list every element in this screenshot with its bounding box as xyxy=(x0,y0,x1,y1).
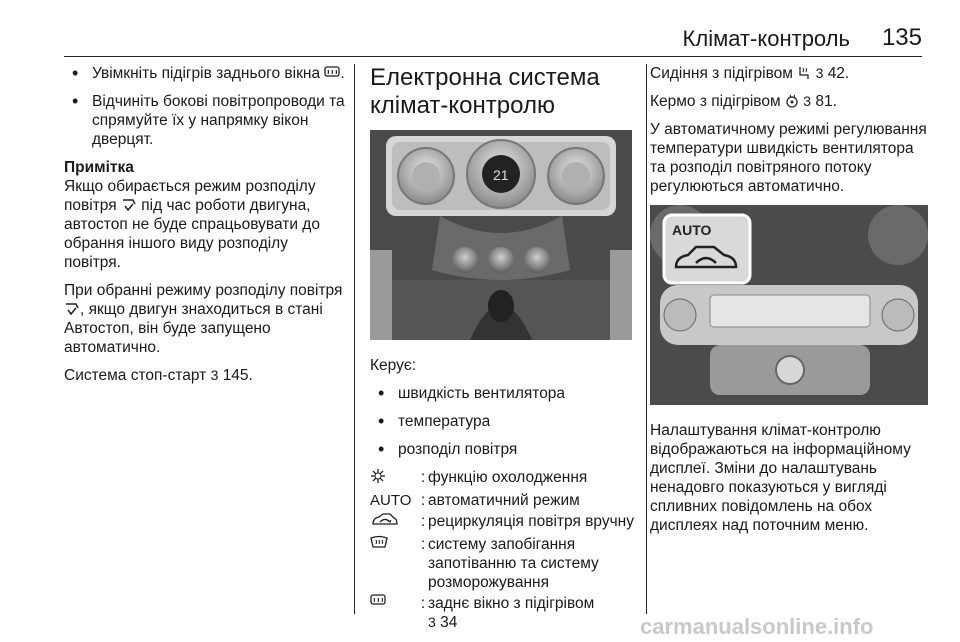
reference-page: 42. xyxy=(827,65,850,82)
climate-panel-photo xyxy=(370,130,632,340)
note-paragraph xyxy=(64,281,346,357)
legend-auto-symbol: AUTO xyxy=(370,492,412,509)
page-header xyxy=(0,24,960,58)
reference-line xyxy=(64,366,346,385)
column-divider xyxy=(354,64,355,614)
info-display-illustration xyxy=(650,205,928,405)
windshield-air-icon xyxy=(121,198,137,212)
list-item xyxy=(64,92,346,149)
legend-desc: функцію охолодження xyxy=(428,469,588,486)
auto-label: AUTO xyxy=(672,222,712,238)
paragraph-text: Кермо з підігрівом xyxy=(650,93,781,110)
paragraph xyxy=(650,92,928,111)
page-ref-icon: 3 xyxy=(210,367,219,383)
note-text: При обранні режиму розподілу повітря xyxy=(64,282,343,299)
paragraph: Налаштування клімат-контролю відображаються на інформаційному дисплеї. Зміни до налаштувань ненадовго показуються у вигляді спливних повідомлень на обох дисплеях над поточним меню. xyxy=(650,422,911,534)
note-text: , якщо двигун знаходиться в стані Автостоп, він буде запущено автоматично. xyxy=(64,301,323,356)
column-middle xyxy=(370,64,634,632)
controls-intro: Керує: xyxy=(370,357,417,374)
watermark: carmanualsonline.info xyxy=(640,614,874,639)
note-paragraph xyxy=(64,177,346,272)
note-text: під час роботи двигуна, автостоп не буде спрацьовувати до обрання іншого виду розподілу повітря. xyxy=(64,197,320,271)
column-divider xyxy=(646,64,647,614)
windshield-air-icon xyxy=(64,302,80,316)
heated-seat-icon xyxy=(797,66,811,80)
legend-desc: автоматичний режим xyxy=(428,492,580,509)
windshield-defrost-icon xyxy=(370,535,418,592)
display-temperature: 21 xyxy=(493,167,509,183)
page-number: 135 xyxy=(881,24,922,51)
legend-desc: систему запобігання запотіванню та систему розморожування xyxy=(428,536,599,591)
snowflake-icon xyxy=(370,468,418,489)
column-right xyxy=(650,64,928,544)
rear-window-heat-icon xyxy=(324,66,340,80)
heated-steering-wheel-icon xyxy=(785,94,799,108)
page-title: Клімат-контроль xyxy=(682,26,850,51)
symbol-legend: : функцію охолодження AUTO : автоматичний режим : рециркуляція повітря вручну : систему запобігання запотіванню та систему розморожування : заднє вікно з підігрівом 3 34 xyxy=(370,469,634,631)
bullet-text: Відчиніть бокові повітропроводи та спрямуйте їх у напрямку вікон дверцят. xyxy=(92,93,345,148)
legend-desc: рециркуляція повітря вручну xyxy=(428,513,634,530)
bullet-text: . xyxy=(340,65,345,82)
page-ref-icon: 3 xyxy=(803,93,812,109)
reference-text: Система стоп-старт xyxy=(64,367,207,384)
bullet-text: Увімкніть підігрів заднього вікна xyxy=(92,65,321,82)
list-item: • температура xyxy=(370,412,634,431)
page-ref-icon: 3 xyxy=(815,65,824,81)
header-rule xyxy=(64,56,922,57)
paragraph-text: Сидіння з підігрівом xyxy=(650,65,793,82)
reference-page: 34 xyxy=(440,614,458,631)
list-item: • розподіл повітря xyxy=(370,440,634,459)
list-item xyxy=(64,64,346,83)
legend-desc: заднє вікно з підігрівом 3 34 xyxy=(428,595,595,631)
section-title: Електронна система клімат-контролю xyxy=(370,64,600,119)
paragraph xyxy=(650,64,928,83)
reference-page: 81. xyxy=(815,93,837,110)
column-left xyxy=(64,64,346,394)
note-text: Якщо обирається режим розподілу повітря xyxy=(64,178,316,214)
info-display-photo xyxy=(650,205,928,405)
rear-window-heat-icon xyxy=(370,594,418,632)
list-item: • швидкість вентилятора xyxy=(370,384,634,403)
reference-page: 145. xyxy=(222,367,253,384)
climate-panel-illustration xyxy=(370,130,632,340)
paragraph: У автоматичному режимі регулювання температури швидкість вентилятора та розподіл повітряного потоку регулюються автоматично. xyxy=(650,121,927,195)
page-ref-icon: 3 xyxy=(428,614,436,630)
recirculation-car-icon xyxy=(370,512,418,533)
note-heading: Примітка xyxy=(64,159,134,176)
